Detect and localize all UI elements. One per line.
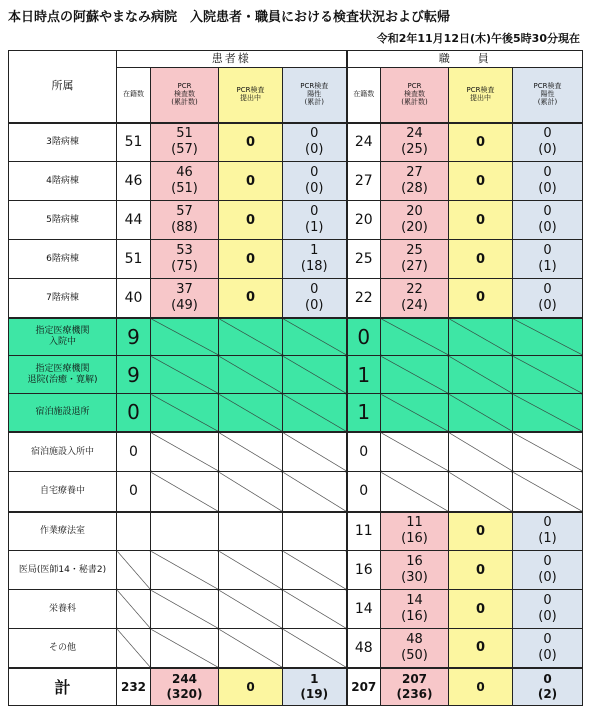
patient-pcr-pending: 0	[219, 240, 283, 279]
not-applicable-cell	[381, 394, 449, 432]
not-applicable-cell	[513, 394, 583, 432]
patient-enrolled: 44	[117, 201, 151, 240]
patient-pcr-pending: 0	[219, 201, 283, 240]
staff-pcr-pending: 0	[449, 512, 513, 551]
not-applicable-cell	[381, 318, 449, 356]
not-applicable-cell	[381, 432, 449, 472]
table-row	[9, 123, 583, 162]
total-patient-pcr-positive: 1 (19)	[283, 668, 347, 706]
status-name: 宿泊施設入所中	[9, 432, 117, 472]
patient-enrolled: 46	[117, 162, 151, 201]
patient-pcr-count: 53 (75)	[151, 240, 219, 279]
patients-pending-header: PCR検査 提出中	[219, 68, 283, 123]
document-title: 本日時点の阿蘇やまなみ病院 入院患者・職員における検査状況および転帰	[8, 10, 451, 25]
patient-enrolled: 40	[117, 279, 151, 318]
not-applicable-cell	[449, 432, 513, 472]
not-applicable-cell	[151, 590, 219, 629]
staff-pcr-count: 16 (30)	[381, 551, 449, 590]
total-staff-pcr-pending: 0	[449, 668, 513, 706]
staff-enrolled: 16	[347, 551, 381, 590]
staff-pcr-positive: 0 (0)	[513, 629, 583, 668]
patient-pcr-pending: 0	[219, 162, 283, 201]
staff-pcr-pending: 0	[449, 162, 513, 201]
total-patient-enrolled: 232	[117, 668, 151, 706]
staff-pcr-count: 27 (28)	[381, 162, 449, 201]
patients-header: 患者様	[117, 51, 347, 68]
not-applicable-cell	[151, 356, 219, 394]
staff-pcr-count: 22 (24)	[381, 279, 449, 318]
patient-enrolled: 0	[117, 394, 151, 432]
not-applicable-cell	[449, 472, 513, 512]
not-applicable-cell	[219, 629, 283, 668]
patient-enrolled: 0	[117, 472, 151, 512]
patient-enrolled: 51	[117, 240, 151, 279]
not-applicable-cell	[219, 394, 283, 432]
staff-enrolled: 1	[347, 394, 381, 432]
table-row	[9, 629, 583, 668]
staff-enrolled: 14	[347, 590, 381, 629]
staff-enrolled: 25	[347, 240, 381, 279]
not-applicable-cell	[117, 629, 151, 668]
staff-pcr-pending: 0	[449, 590, 513, 629]
staff-pending-header: PCR検査 提出中	[449, 68, 513, 123]
status-name: 宿泊施設退所	[9, 394, 117, 432]
not-applicable-cell	[219, 356, 283, 394]
not-applicable-cell	[219, 432, 283, 472]
status-row	[9, 394, 583, 432]
not-applicable-cell	[151, 432, 219, 472]
staff-enrolled: 27	[347, 162, 381, 201]
table-row	[9, 162, 583, 201]
total-label: 計	[9, 668, 117, 706]
staff-pcr-pending: 0	[449, 201, 513, 240]
not-applicable-cell	[283, 432, 347, 472]
total-staff-pcr-count: 207 (236)	[381, 668, 449, 706]
not-applicable-cell	[283, 629, 347, 668]
not-applicable-cell	[151, 318, 219, 356]
staff-pcr-count: 25 (27)	[381, 240, 449, 279]
patient-enrolled: 0	[117, 432, 151, 472]
staff-pcr-positive: 0 (1)	[513, 240, 583, 279]
table-row	[9, 240, 583, 279]
patient-pcr-count: 37 (49)	[151, 279, 219, 318]
staff-pcr-pending: 0	[449, 629, 513, 668]
department-name: 作業療法室	[9, 512, 117, 551]
staff-pcr-header: PCR 検査数 (累計数)	[381, 68, 449, 123]
total-row	[9, 668, 583, 706]
staff-positive-header: PCR検査 陽性 (累計)	[513, 68, 583, 123]
staff-pcr-positive: 0 (0)	[513, 201, 583, 240]
not-applicable-cell	[449, 318, 513, 356]
not-applicable-cell	[283, 356, 347, 394]
total-staff-enrolled: 207	[347, 668, 381, 706]
staff-pcr-count: 20 (20)	[381, 201, 449, 240]
empty-cell	[151, 512, 219, 551]
staff-pcr-count: 14 (16)	[381, 590, 449, 629]
department-name: 医局(医師14・秘書2)	[9, 551, 117, 590]
not-applicable-cell	[513, 318, 583, 356]
not-applicable-cell	[283, 590, 347, 629]
patients-enrolled-header: 在籍数	[117, 68, 151, 123]
staff-pcr-positive: 0 (0)	[513, 551, 583, 590]
staff-enrolled: 24	[347, 123, 381, 162]
department-name: 栄養科	[9, 590, 117, 629]
staff-pcr-positive: 0 (0)	[513, 162, 583, 201]
not-applicable-cell	[283, 551, 347, 590]
staff-pcr-positive: 0 (0)	[513, 590, 583, 629]
status-row	[9, 432, 583, 472]
table-row	[9, 201, 583, 240]
department-name: その他	[9, 629, 117, 668]
not-applicable-cell	[449, 394, 513, 432]
staff-enrolled: 20	[347, 201, 381, 240]
staff-enrolled: 22	[347, 279, 381, 318]
patient-pcr-positive: 0 (0)	[283, 279, 347, 318]
staff-pcr-positive: 0 (0)	[513, 279, 583, 318]
staff-pcr-count: 24 (25)	[381, 123, 449, 162]
not-applicable-cell	[117, 590, 151, 629]
patient-pcr-count: 46 (51)	[151, 162, 219, 201]
not-applicable-cell	[381, 472, 449, 512]
not-applicable-cell	[219, 472, 283, 512]
patient-enrolled: 51	[117, 123, 151, 162]
patient-pcr-count: 57 (88)	[151, 201, 219, 240]
not-applicable-cell	[219, 318, 283, 356]
not-applicable-cell	[513, 432, 583, 472]
staff-pcr-pending: 0	[449, 279, 513, 318]
not-applicable-cell	[151, 394, 219, 432]
patient-pcr-pending: 0	[219, 279, 283, 318]
staff-pcr-count: 11 (16)	[381, 512, 449, 551]
table-row	[9, 512, 583, 551]
patient-pcr-positive: 0 (1)	[283, 201, 347, 240]
staff-pcr-pending: 0	[449, 123, 513, 162]
status-name: 指定医療機関 入院中	[9, 318, 117, 356]
status-row	[9, 318, 583, 356]
patient-pcr-pending: 0	[219, 123, 283, 162]
report-date: 令和2年11月12日(木)午後5時30分現在	[376, 32, 580, 45]
empty-cell	[219, 512, 283, 551]
staff-enrolled: 48	[347, 629, 381, 668]
total-patient-pcr-count: 244 (320)	[151, 668, 219, 706]
staff-pcr-positive: 0 (0)	[513, 123, 583, 162]
status-name: 指定医療機関 退院(治癒・寛解)	[9, 356, 117, 394]
table-row	[9, 279, 583, 318]
status-name: 自宅療養中	[9, 472, 117, 512]
patient-pcr-positive: 0 (0)	[283, 162, 347, 201]
staff-enrolled: 0	[347, 318, 381, 356]
patient-enrolled: 9	[117, 318, 151, 356]
not-applicable-cell	[381, 356, 449, 394]
not-applicable-cell	[151, 551, 219, 590]
patient-enrolled: 9	[117, 356, 151, 394]
staff-enrolled: 0	[347, 472, 381, 512]
not-applicable-cell	[283, 394, 347, 432]
patient-pcr-positive: 0 (0)	[283, 123, 347, 162]
ward-name: 4階病棟	[9, 162, 117, 201]
empty-cell	[283, 512, 347, 551]
ward-name: 7階病棟	[9, 279, 117, 318]
staff-header: 職 員	[347, 51, 583, 68]
status-row	[9, 356, 583, 394]
staff-enrolled: 1	[347, 356, 381, 394]
not-applicable-cell	[219, 551, 283, 590]
affiliation-header: 所属	[9, 51, 117, 123]
status-row	[9, 472, 583, 512]
ward-name: 3階病棟	[9, 123, 117, 162]
total-staff-pcr-positive: 0 (2)	[513, 668, 583, 706]
not-applicable-cell	[449, 356, 513, 394]
patient-pcr-count: 51 (57)	[151, 123, 219, 162]
staff-enrolled: 11	[347, 512, 381, 551]
staff-enrolled-header: 在籍数	[347, 68, 381, 123]
table-row	[9, 551, 583, 590]
not-applicable-cell	[283, 472, 347, 512]
total-patient-pcr-pending: 0	[219, 668, 283, 706]
not-applicable-cell	[513, 472, 583, 512]
status-table	[8, 50, 583, 706]
not-applicable-cell	[219, 590, 283, 629]
not-applicable-cell	[117, 551, 151, 590]
patient-pcr-positive: 1 (18)	[283, 240, 347, 279]
not-applicable-cell	[513, 356, 583, 394]
table-row	[9, 590, 583, 629]
ward-name: 6階病棟	[9, 240, 117, 279]
patients-pcr-header: PCR 検査数 (累計数)	[151, 68, 219, 123]
not-applicable-cell	[151, 629, 219, 668]
staff-pcr-pending: 0	[449, 551, 513, 590]
staff-enrolled: 0	[347, 432, 381, 472]
staff-pcr-pending: 0	[449, 240, 513, 279]
not-applicable-cell	[151, 472, 219, 512]
patients-positive-header: PCR検査 陽性 (累計)	[283, 68, 347, 123]
staff-pcr-positive: 0 (1)	[513, 512, 583, 551]
ward-name: 5階病棟	[9, 201, 117, 240]
staff-pcr-count: 48 (50)	[381, 629, 449, 668]
empty-cell	[117, 512, 151, 551]
not-applicable-cell	[283, 318, 347, 356]
